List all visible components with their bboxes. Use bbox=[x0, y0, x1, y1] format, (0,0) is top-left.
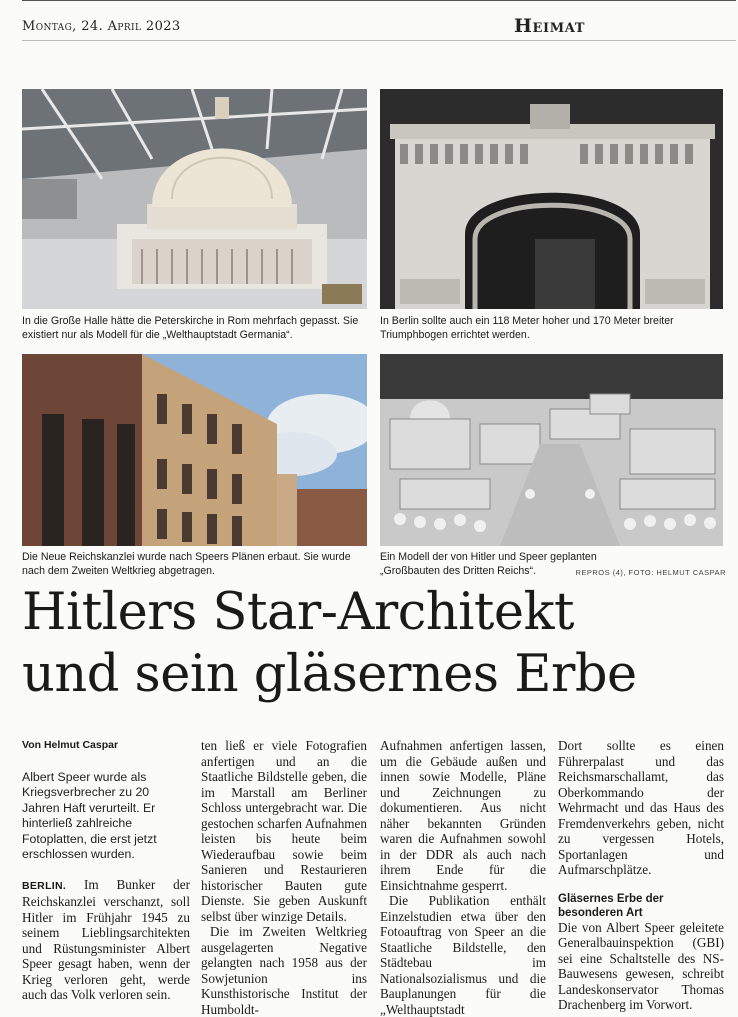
headline-line: und sein gläsernes Erbe bbox=[22, 645, 637, 704]
page-header bbox=[22, 0, 736, 41]
photo-caption: Ein Modell der von Hitler und Speer geplanten „Großbauten des Dritten Reichs“. bbox=[380, 551, 597, 577]
article-column bbox=[201, 738, 367, 1017]
paragraph-text: Im Bunker der Reichskanzlei verschanzt, soll Hitler im Frühjahr 1945 zu seinem Lieblingsarchitekten und Rüstungsminister Albert Speer gesagt haben, wenn der Krieg verloren geht, werde auch das Volk verloren sein. bbox=[22, 876, 190, 1002]
photo-credit: REPROS (4), FOTO: HELMUT CASPAR bbox=[575, 568, 726, 577]
dateline: BERLIN. bbox=[22, 879, 67, 892]
article-column bbox=[380, 738, 546, 1017]
paragraph: Dort sollte es einen Führerpalast und das Reichsmarschallamt, das Oberkommando der Wehrmacht und das Haus des Fremdenverkehrs geben, nicht zu vergessen Hotels, Sportanlagen und Aufmarschplätze. bbox=[558, 738, 724, 877]
paragraph: Die Publikation enthält Einzelstudien etwa über den Fotoauftrag von Speer an die Staatliche Bildstelle, den Städtebau im Nationalsozialismus und die Bauplanungen für die „Welthauptstadt bbox=[380, 893, 546, 1017]
section-title: Heimat bbox=[514, 15, 585, 37]
headline bbox=[22, 582, 722, 706]
paragraph: ten ließ er viele Fotografien anfertigen und an die Staatliche Bildstelle geben, die im Marstall am Berliner Schloss untergebracht war. Die gestochen scharfen Aufnahmen leisten bis heute beim Wiederaufbau sowie beim Sanieren und Restaurieren historischer Bauten gute Dienste. Sie geben Auskunft selbst über winzige Details. bbox=[201, 738, 367, 924]
dome-model-photo bbox=[22, 89, 367, 309]
paragraph: Die von Albert Speer geleitete Generalbauinspektion (GBI) sei eine Schaltstelle des NS-Bauwesens gewesen, schreibt Landeskonservator Thomas Drachenberg im Vorwort. bbox=[558, 919, 724, 1012]
photo-caption: In Berlin sollte auch ein 118 Meter hoher und 170 Meter breiter Triumphbogen errichtet werden. bbox=[380, 315, 674, 341]
triumphal-arch-photo bbox=[380, 89, 723, 309]
reichskanzlei-photo bbox=[22, 354, 367, 546]
header-rule bbox=[22, 40, 736, 41]
article-column bbox=[22, 738, 190, 1003]
paragraph: Aufnahmen anfertigen lassen, um die Gebäude außen und innen sowie Modelle, Pläne und Zeichnungen zu dokumentieren. Aus nicht näher bekannten Gründen waren die Aufnahmen sowohl in der DDR als auch nach ihrem Ende für die Einsichtnahme gesperrt. bbox=[380, 738, 546, 893]
subheading: Gläsernes Erbe der besonderen Art bbox=[558, 892, 664, 919]
city-model-photo bbox=[380, 354, 723, 546]
photo-caption: Die Neue Reichskanzlei wurde nach Speers Plänen erbaut. Sie wurde nach dem Zweiten Weltkrieg abgetragen. bbox=[22, 551, 351, 577]
headline-line: Hitlers Star-Architekt bbox=[22, 583, 574, 642]
issue-date: Montag, 24. April 2023 bbox=[22, 19, 181, 34]
paragraph bbox=[22, 877, 190, 1003]
article-column bbox=[558, 738, 724, 1013]
paragraph: Die im Zweiten Weltkrieg ausgelagerten Negative gelangten nach 1958 aus der Sowjetunion ins Kunsthistorische Institut der Humboldt- bbox=[201, 924, 367, 1017]
byline: Von Helmut Caspar bbox=[22, 739, 119, 751]
photo-caption: In die Große Halle hätte die Peterskirche in Rom mehrfach gepasst. Sie existiert nur als Modell für die „Welthauptstadt Germania“. bbox=[22, 315, 359, 341]
teaser: Albert Speer wurde als Kriegsverbrecher zu 20 Jahren Haft verurteilt. Er hinterließ zahlreiche Fotoplatten, die erst jetzt erschlossen wurden. bbox=[22, 769, 157, 861]
